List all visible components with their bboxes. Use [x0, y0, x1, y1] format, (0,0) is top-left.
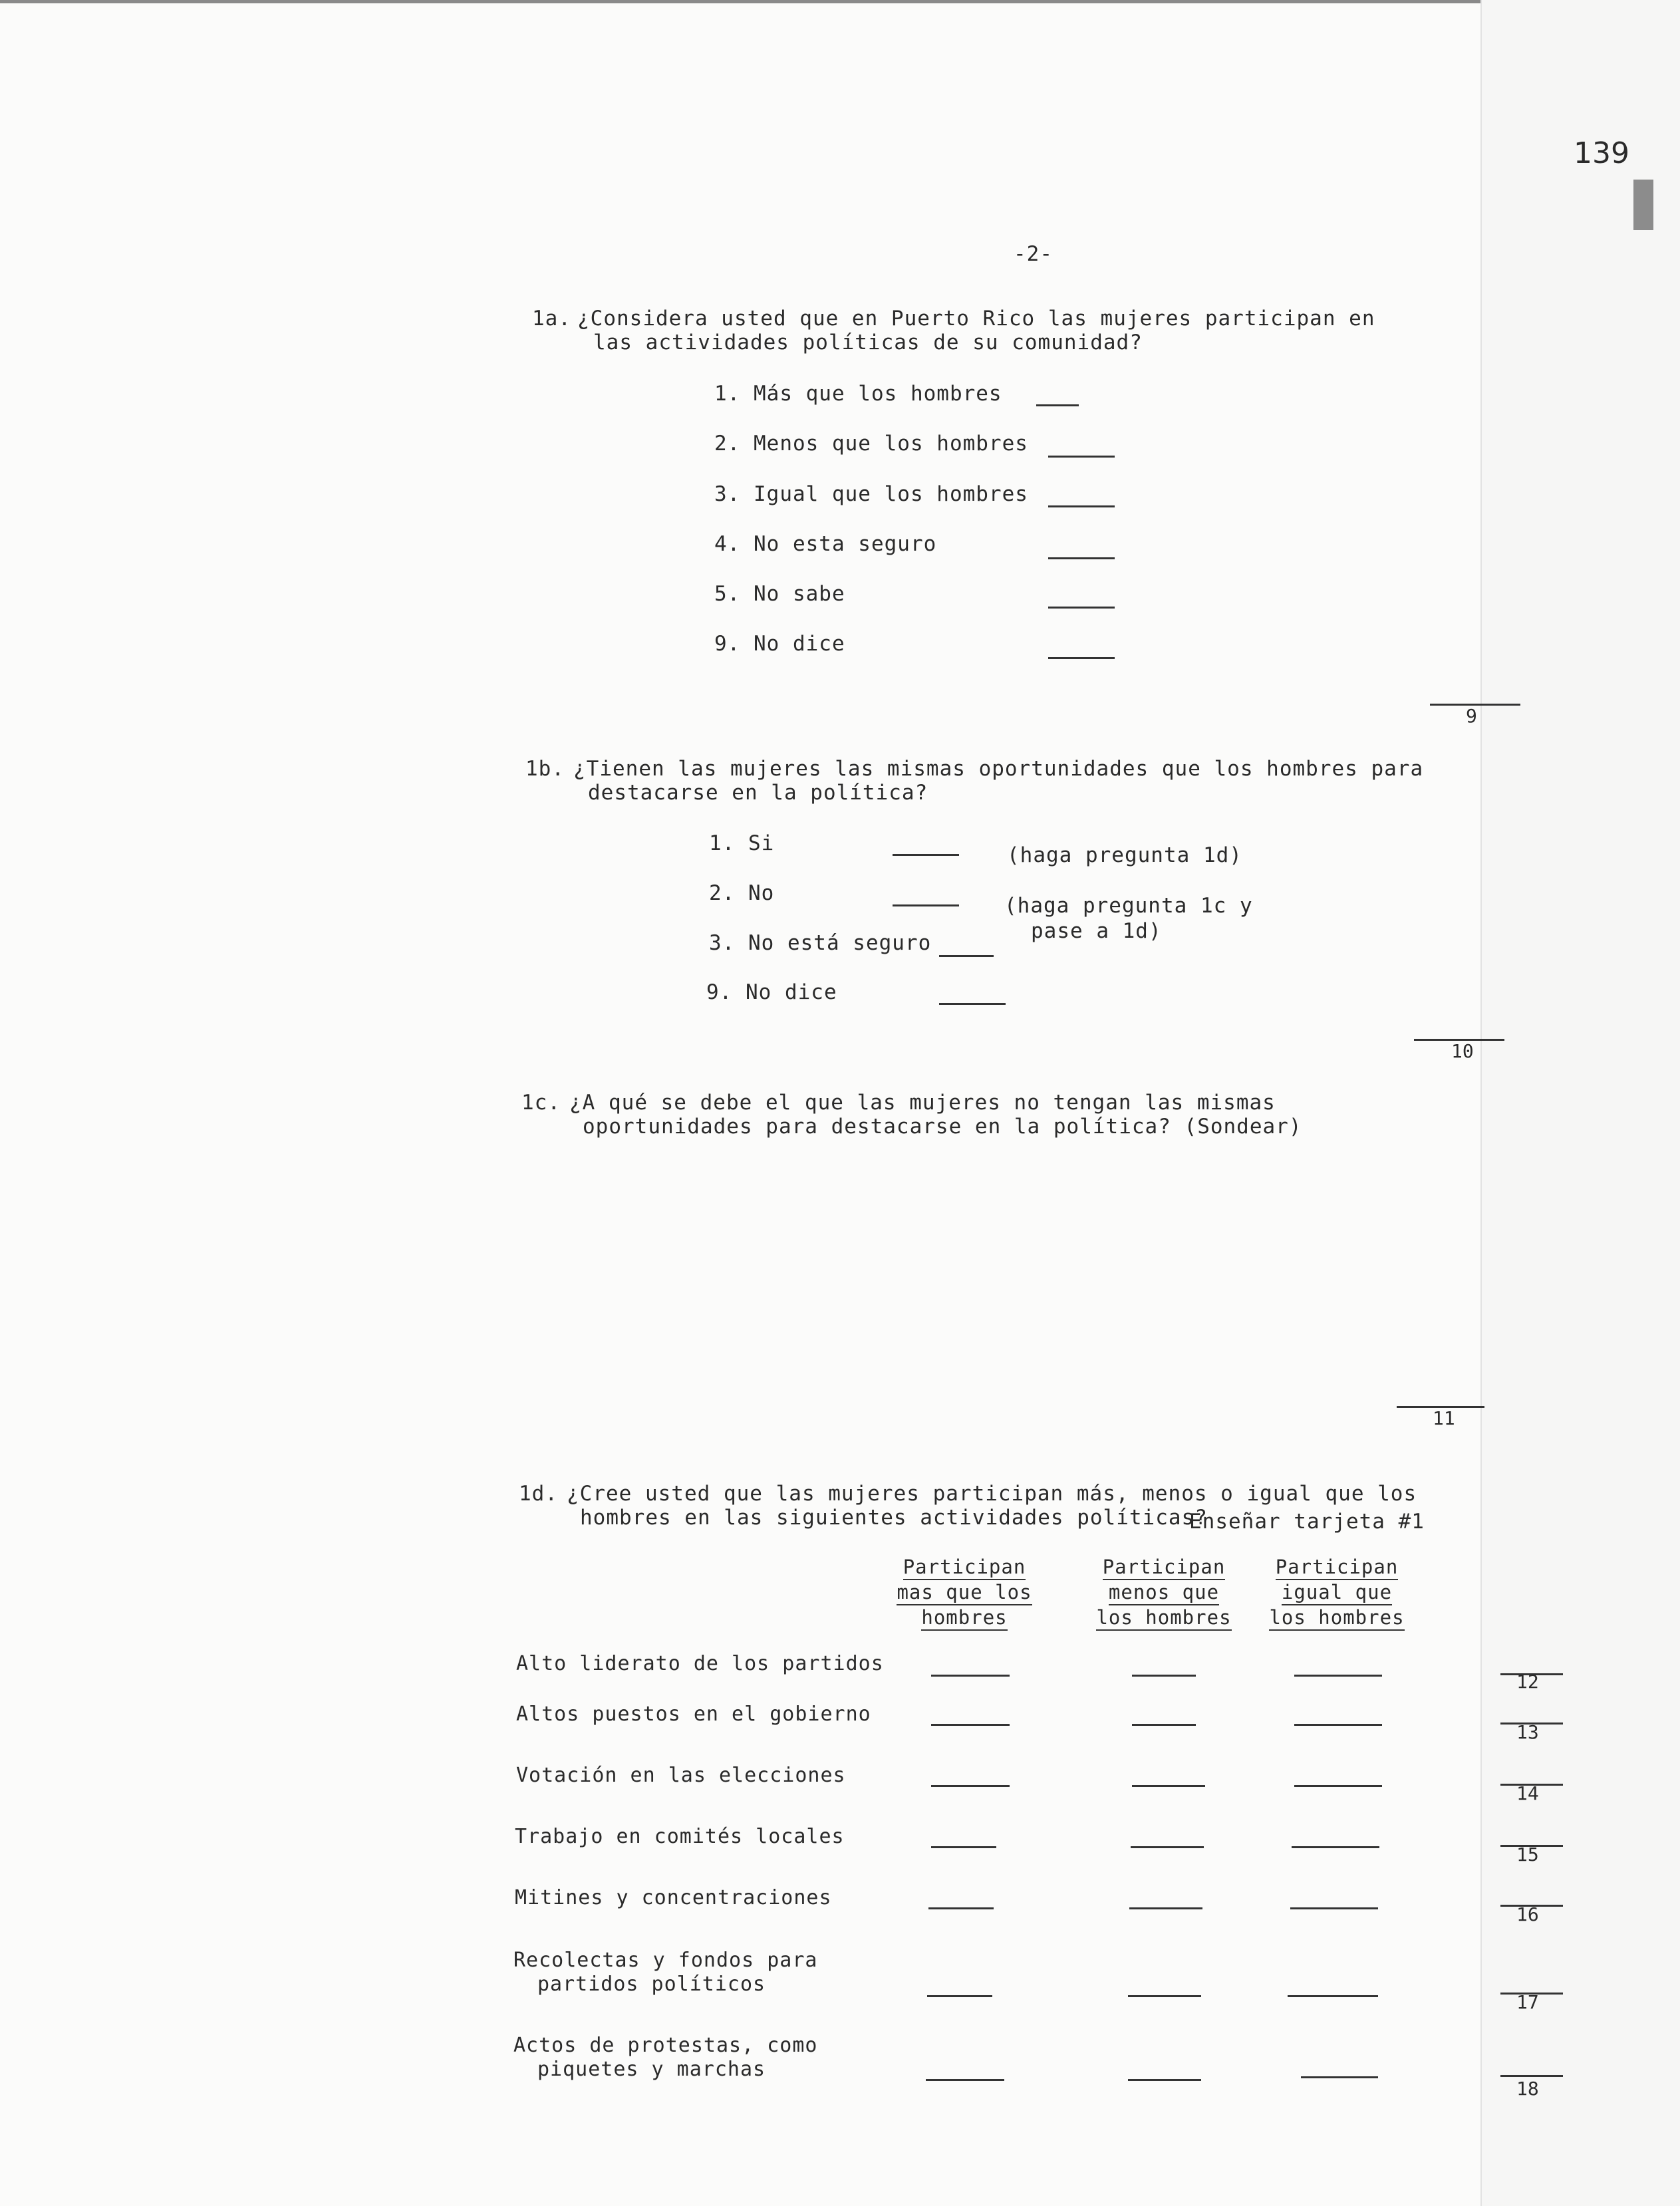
row-label: Altos puestos en el gobierno	[516, 1703, 871, 1726]
answer-blank[interactable]	[939, 1003, 1006, 1005]
row-label: Votación en las elecciones	[516, 1764, 846, 1787]
answer-blank[interactable]	[1292, 1846, 1379, 1848]
question-number: 1d.	[519, 1482, 558, 1506]
answer-blank[interactable]	[1129, 1907, 1202, 1909]
answer-blank[interactable]	[931, 1785, 1010, 1787]
column-header-less: Participan menos que los hombres	[1084, 1555, 1244, 1631]
page-top-edge	[0, 0, 1680, 3]
answer-blank[interactable]	[1288, 1995, 1378, 1997]
answer-blank[interactable]	[1132, 1785, 1205, 1787]
question-text: hombres en las siguientes actividades políticas?	[580, 1506, 1208, 1530]
answer-blank[interactable]	[1131, 1846, 1204, 1848]
answer-blank[interactable]	[1301, 2076, 1378, 2078]
answer-blank[interactable]	[893, 854, 959, 856]
answer-option: 1. Si	[709, 831, 775, 855]
answer-blank[interactable]	[1128, 2079, 1201, 2081]
answer-option: 5. No sabe	[714, 582, 845, 606]
answer-blank[interactable]	[926, 2079, 1004, 2081]
column-header-equal: Participan igual que los hombres	[1257, 1555, 1417, 1631]
coding-column-number: 12	[1516, 1671, 1539, 1693]
card-instruction: Enseñar tarjeta #1	[1189, 1510, 1425, 1534]
coding-column-number: 14	[1516, 1782, 1539, 1804]
coding-column-number: 18	[1516, 2078, 1539, 2100]
coding-column-number: 15	[1516, 1844, 1539, 1865]
row-label: Alto liderato de los partidos	[516, 1652, 884, 1675]
row-label: Recolectas y fondos para	[513, 1949, 818, 1972]
answer-option: 3. No está seguro	[709, 931, 932, 955]
question-text: ¿Considera usted que en Puerto Rico las mujeres participan en	[577, 307, 1375, 331]
answer-blank[interactable]	[931, 1724, 1010, 1726]
answer-blank[interactable]	[1048, 557, 1115, 559]
answer-blank[interactable]	[1290, 1907, 1378, 1909]
answer-blank[interactable]	[927, 1995, 992, 1997]
answer-blank[interactable]	[931, 1846, 996, 1848]
answer-blank[interactable]	[1132, 1675, 1196, 1677]
answer-blank[interactable]	[1048, 505, 1115, 507]
answer-blank[interactable]	[939, 955, 994, 957]
row-label: Mitines y concentraciones	[515, 1886, 832, 1909]
answer-blank[interactable]	[1048, 657, 1115, 659]
question-text: ¿A qué se debe el que las mujeres no tengan las mismas	[569, 1091, 1276, 1115]
page-number: 139	[1574, 136, 1629, 170]
question-number: 1b.	[525, 757, 565, 781]
skip-instruction: (haga pregunta 1d)	[1007, 843, 1242, 867]
skip-instruction: (haga pregunta 1c y	[1004, 894, 1253, 918]
page-tab-marker	[1633, 180, 1653, 230]
answer-option: 2. Menos que los hombres	[714, 432, 1028, 456]
skip-instruction: pase a 1d)	[1031, 919, 1162, 943]
answer-blank[interactable]	[1048, 607, 1115, 609]
coding-column-number: 17	[1516, 1991, 1539, 2013]
coding-column-number: 9	[1466, 705, 1477, 727]
answer-blank[interactable]	[1128, 1995, 1201, 1997]
row-label: partidos políticos	[537, 1973, 766, 1996]
answer-blank[interactable]	[1294, 1724, 1382, 1726]
coding-line	[1500, 2075, 1563, 2077]
answer-blank[interactable]	[1294, 1785, 1382, 1787]
answer-blank[interactable]	[893, 904, 959, 906]
answer-option: 9. No dice	[714, 632, 845, 656]
row-label: Trabajo en comités locales	[515, 1825, 845, 1848]
row-label: piquetes y marchas	[537, 2058, 766, 2081]
page-label: -2-	[1014, 242, 1053, 266]
coding-column-number: 16	[1516, 1903, 1539, 1925]
question-text: las actividades políticas de su comunidad?	[593, 331, 1143, 354]
answer-blank[interactable]	[1036, 404, 1079, 406]
answer-blank[interactable]	[1048, 456, 1115, 458]
answer-blank[interactable]	[1294, 1675, 1382, 1677]
question-text: oportunidades para destacarse en la política? (Sondear)	[583, 1115, 1302, 1139]
coding-column-number: 11	[1433, 1407, 1455, 1429]
coding-column-number: 13	[1516, 1721, 1539, 1743]
row-label: Actos de protestas, como	[513, 2034, 818, 2057]
column-header-more: Participan mas que los hombres	[885, 1555, 1044, 1631]
answer-blank[interactable]	[931, 1675, 1010, 1677]
coding-column-number: 10	[1451, 1040, 1474, 1062]
question-text: ¿Tienen las mujeres las mismas oportunidades que los hombres para	[573, 757, 1424, 781]
answer-blank[interactable]	[1132, 1724, 1196, 1726]
question-number: 1a.	[532, 307, 571, 331]
answer-option: 4. No esta seguro	[714, 532, 937, 556]
answer-option: 1. Más que los hombres	[714, 382, 1002, 406]
answer-option: 9. No dice	[706, 980, 837, 1004]
answer-blank[interactable]	[928, 1907, 994, 1909]
page-right-margin	[1480, 0, 1680, 2206]
answer-option: 3. Igual que los hombres	[714, 482, 1028, 506]
answer-option: 2. No	[709, 881, 775, 905]
question-text: destacarse en la política?	[588, 781, 928, 805]
question-number: 1c.	[521, 1091, 561, 1115]
question-text: ¿Cree usted que las mujeres participan más, menos o igual que los	[567, 1482, 1417, 1506]
